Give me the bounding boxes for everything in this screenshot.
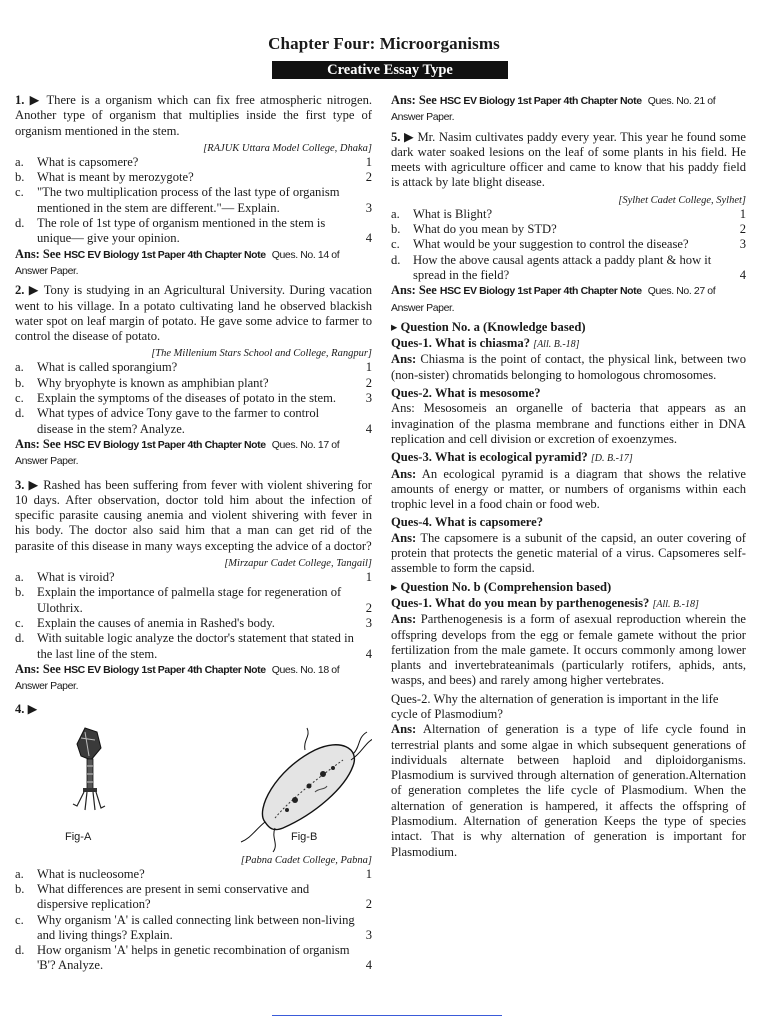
sub-question-b [391,222,746,237]
qa-answer-text: Mesosomeis an organelle of bacteria that appears as an invagination of the plasma membrane and functions either in DNA replication and cell division or excretion of exoenzymes. [391,401,746,446]
qa-answer-label: Ans: [391,466,417,481]
item-marks: 1 [365,866,372,881]
item-marks: 4 [365,646,372,661]
item-letter: a. [15,866,24,881]
answer-label: Ans: See [15,661,61,676]
qa-reference: [D. B.-17] [590,453,633,465]
question-2-items [15,360,372,436]
item-letter: d. [15,216,25,231]
question-stem: Mr. Nasim cultivates paddy every year. This year he found some dark water soaked lesions on the leaf of some plants in his field. He meets with agriculture officer and came to know that his paddy field is attack by late blight disease. [391,129,746,190]
answer-label: Ans: See [391,93,437,107]
qa-answer [391,352,746,383]
item-letter: b. [15,881,25,896]
item-letter: c. [15,391,24,406]
qa-answer-label: Ans: [391,352,417,367]
item-letter: b. [15,375,25,390]
qa-answer [391,401,746,447]
question-3 [15,478,372,554]
answer-book: HSC EV Biology 1st Paper 4th Chapter Note [63,663,266,676]
footer-link-underline[interactable] [272,1015,502,1016]
item-text: How organism 'A' helps in genetic recombination of organism 'B'? Analyze. [37,943,350,973]
question-5-items [391,207,746,283]
sub-question-a [15,570,372,585]
qa-answer-text: An ecological pyramid is a diagram that shows the relative amounts of energy or matter, or numbers of organisms within each trophic level in a food chain or food web. [391,466,746,512]
qa-answer [391,467,746,513]
qa-question [391,386,746,401]
qa-reference: [All. B.-18] [533,339,580,351]
item-text: Why organism 'A' is called connecting link between non-living and living things? Explain. [37,912,355,942]
bacteriophage-figure [73,728,105,810]
sub-question-c [15,913,372,944]
item-text: What is called sporangium? [37,360,178,375]
item-text: The role of 1st type of organism mentioned in the stem is unique— give your opinion. [37,216,326,246]
question-2 [15,283,372,344]
item-text: Why bryophyte is known as amphibian plant? [37,375,269,390]
fig-a-label: Fig-A [65,830,92,843]
sub-question-b [15,882,372,913]
question-number: 3. ▶ [15,477,40,492]
sub-question-d [391,253,746,284]
question-source: [Mirzapur Cadet College, Tangail] [224,558,372,570]
item-text: Explain the causes of anemia in Rashed's body. [37,615,275,630]
question-stem: There is a organism which can fix free atmospheric nitrogen. Another type of organism that multiplies inside the first type of organism mentioned in the stem. [15,93,373,138]
qa-question-text: Ques-2. What is mesosome? [391,386,541,401]
item-text: What is Blight? [413,206,493,221]
answer-question-no: Ques. No. 18 of Answer Paper. [15,663,340,693]
item-text: What do you mean by STD? [413,222,557,237]
sub-question-b [15,376,372,391]
section-banner: Creative Essay Type [272,61,508,79]
answer-book: HSC EV Biology 1st Paper 4th Chapter Note [439,95,642,107]
qa-reference: [All. B.-18] [652,598,699,610]
qa-answer-text: Chiasma is the point of contact, the physical link, between two (non-sister) chromatids belonging to homologous chromosomes. [391,352,746,382]
item-letter: c. [15,185,24,200]
sub-question-d-start [15,943,372,974]
knowledge-qa-3 [391,450,746,512]
qa-question [391,515,746,530]
knowledge-qa-4 [391,515,746,576]
item-marks: 1 [739,206,746,221]
item-marks: 2 [365,170,372,185]
item-letter: a. [15,360,24,375]
question-1 [15,93,372,139]
item-letter: b. [15,585,25,600]
item-marks: 3 [365,927,372,942]
sub-question-d [15,216,372,247]
question-source: [Sylhet Cadet College, Sylhet] [618,194,746,206]
answer-question-no: Ques. No. 21 of Answer Paper. [391,95,716,124]
answer-label: Ans: See [391,283,437,298]
sub-question-c [15,185,372,216]
item-marks: 2 [365,600,372,615]
question-stem: Rashed has been suffering from fever with violent shivering for 10 days. After observation, doctor told him about the infection of specific parasite causing anemia and violent shivering with fever in his body. The doctor also said him that a man can get rid of the parasite of this disease in many ways excepting the advice of a doctor? [15,477,372,553]
question-source: [RAJUK Uttara Model College, Dhaka] [203,142,372,154]
item-marks: 3 [365,615,372,630]
question-4-items [15,867,372,974]
item-letter: a. [391,206,400,221]
item-marks: 1 [365,154,372,169]
sub-question-a [391,207,746,222]
item-text: Explain the importance of palmella stage for regeneration of Ulothrix. [37,585,342,615]
item-text: How the above causal agents attack a paddy plant & how it spread in the field? [413,252,712,282]
question-source: [Pabna Cadet College, Pabna] [240,854,372,866]
item-marks: 4 [739,267,746,282]
qa-answer-label: Ans: [391,612,417,627]
question-1-items [15,155,372,247]
sub-question-a [15,155,372,170]
qa-answer [391,722,746,860]
item-letter: c. [15,615,24,630]
item-letter: a. [15,570,24,585]
sub-question-a [15,360,372,375]
item-marks: 2 [739,222,746,237]
item-text: With suitable logic analyze the doctor's statement that stated in the last line of the stem. [37,631,354,661]
qa-answer-label: Ans: [391,530,417,545]
qa-question-text: Ques-1. What do you mean by parthenogenesis? [391,595,650,610]
question-source: [The Millenium Stars School and College, Rangpur] [151,348,372,360]
knowledge-section-heading: ▸ Question No. a (Knowledge based) [391,319,586,334]
sub-question-c [15,391,372,406]
answer-book: HSC EV Biology 1st Paper 4th Chapter Note [63,438,266,451]
answer-book: HSC EV Biology 1st Paper 4th Chapter Note [439,285,642,298]
answer-reference [391,93,746,126]
question-number: 4. ▶ [15,702,38,717]
item-text: Explain the symptoms of the diseases of potato in the stem. [37,391,337,406]
fig-b-label: Fig-B [291,830,318,843]
answer-label: Ans: See [15,436,61,451]
sub-question-b [15,585,372,616]
qa-answer-label: Ans: [391,722,417,737]
answer-reference [15,437,372,470]
question-3-items [15,570,372,662]
qa-question-text: Ques-2. Why the alternation of generation is important in the life cycle of Plasmodium? [391,691,719,721]
answer-book: HSC EV Biology 1st Paper 4th Chapter Note [63,248,266,261]
answer-question-no: Ques. No. 27 of Answer Paper. [391,285,716,314]
knowledge-qa-1 [391,336,746,383]
item-marks: 2 [365,375,372,390]
item-text: What types of advice Tony gave to the farmer to control disease in the stem? Analyze. [37,406,320,436]
qa-answer-label: Ans: [391,401,415,416]
item-letter: d. [15,943,25,958]
question-number: 2. ▶ [15,283,40,298]
item-letter: a. [15,154,24,169]
answer-question-no: Ques. No. 14 of Answer Paper. [15,248,340,277]
item-text: What is nucleosome? [37,866,145,881]
qa-answer-text: Alternation of generation is a type of life cycle found in terrestrial plants and some algae in which subsequent generations of individuals alternate between haploid and diploidorganisms. Plasmodium is survived through alternation of generation.Alternation of generation completes the life cycle of Plasmodium. When the alternation of generation is hampered, it affects the offspring of Plasmodium. Alternation of generation Keeps the type of species intact. That is why alternation of generation is important for Plasmodium. [391,722,746,859]
item-text: What is meant by merozygote? [37,170,194,185]
page-title: Chapter Four: Microorganisms [268,34,500,53]
item-marks: 3 [365,200,372,215]
answer-reference [391,283,746,316]
item-letter: d. [391,252,401,267]
qa-question [391,450,746,466]
item-marks: 4 [365,958,372,973]
item-marks: 2 [365,897,372,912]
item-letter: b. [391,222,401,237]
item-letter: c. [391,237,400,252]
item-text: What differences are present in semi conservative and dispersive replication? [37,881,310,912]
question-4 [15,702,372,717]
item-letter: d. [15,631,25,646]
qa-question [391,336,746,352]
item-marks: 4 [365,231,372,246]
question-5 [391,130,746,191]
comprehension-qa-2 [391,692,746,860]
item-marks: 1 [365,570,372,585]
qa-answer-text: The capsomere is a subunit of the capsid, an outer covering of protein that protects the genetic material of a virus. Capsomeres self-assemble to form the capsid. [391,530,746,576]
item-text: "The two multiplication process of the last type of organism mentioned in the stem are different."— Explain. [37,185,340,215]
item-marks: 3 [365,391,372,406]
item-text: What is capsomere? [37,154,139,169]
item-text: What would be your suggestion to control the disease? [413,237,689,252]
qa-answer-text: Parthenogenesis is a form of asexual reproduction wherein the offspring develops from the egg or female gamete without the prior fertilization from the male gamete. It occurs commonly among lower plants and invertebrateanimals (particularly rotifers, aphids, ants, wasps, and bees) and rarely among higher vertebrates. [391,612,747,688]
qa-answer [391,531,746,577]
sub-question-d [15,406,372,437]
qa-answer [391,612,746,688]
answer-label: Ans: See [15,246,61,261]
sub-question-c [391,237,746,252]
left-column [15,93,372,974]
sub-question-d [15,631,372,662]
item-letter: c. [15,912,24,927]
comprehension-section-heading: ▸ Question No. b (Comprehension based) [391,579,612,594]
answer-reference [15,662,372,695]
qa-question [391,596,746,612]
qa-question-text: Ques-1. What is chiasma? [391,336,531,351]
qa-question [391,692,746,723]
sub-question-c [15,616,372,631]
right-column [391,93,746,863]
comprehension-qa-1 [391,596,746,689]
question-number: 5. ▶ [391,129,414,144]
item-text: What is viroid? [37,570,115,585]
item-marks: 3 [739,237,746,252]
question-stem: Tony is studying in an Agricultural University. During vacation went to his village. In a potato cultivating land he observed blackish water spot on leaf margin of potato. He gave some advice to farmer to control the disease of potato. [15,283,373,344]
qa-question-text: Ques-3. What is ecological pyramid? [391,450,588,465]
knowledge-qa-2 [391,386,746,447]
figure-area [15,726,372,854]
item-letter: d. [15,406,25,421]
item-marks: 4 [365,421,372,436]
item-letter: b. [15,170,25,185]
sub-question-a [15,867,372,882]
question-number: 1. ▶ [15,93,42,107]
sub-question-b [15,170,372,185]
item-marks: 1 [365,360,372,375]
answer-reference [15,247,372,280]
qa-question-text: Ques-4. What is capsomere? [391,515,544,530]
answer-question-no: Ques. No. 17 of Answer Paper. [15,438,340,468]
